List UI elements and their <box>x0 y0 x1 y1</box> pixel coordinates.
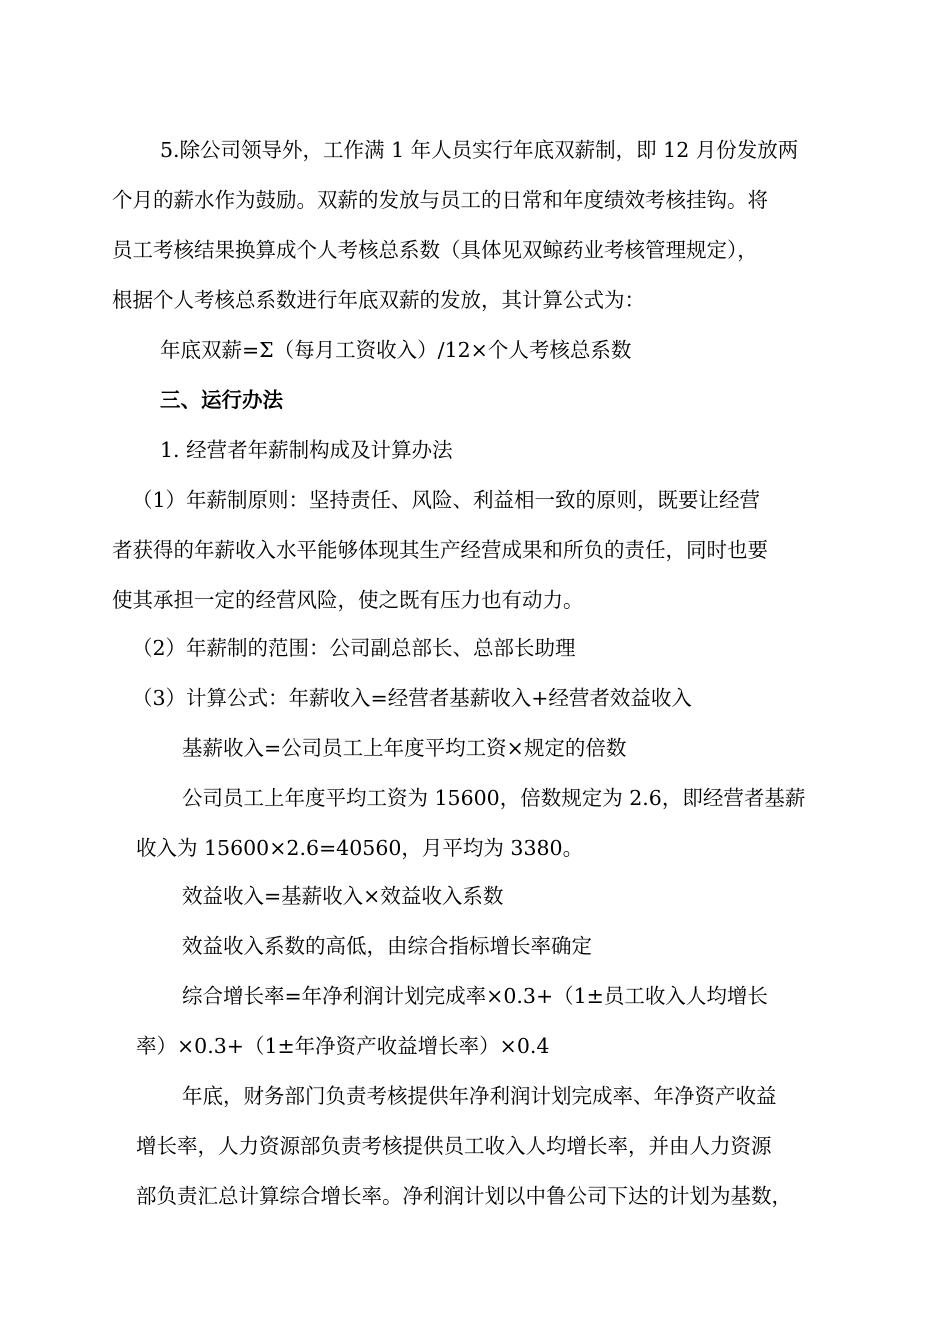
item-1-line-2: 者获得的年薪收入水平能够体现其生产经营成果和所负的责任，同时也要 <box>112 538 768 562</box>
benefit-income-formula: 效益收入=基薪收入×效益收入系数 <box>182 884 504 908</box>
year-end-paragraph-line-2: 增长率，人力资源部负责考核提供员工收入人均增长率，并由人力资源 <box>136 1134 772 1158</box>
item-1-line-1: （1）年薪制原则：坚持责任、风险、利益相一致的原则，既要让经营 <box>132 488 761 512</box>
year-end-paragraph-line-1: 年底，财务部门负责考核提供年净利润计划完成率、年净资产收益 <box>182 1084 777 1108</box>
paragraph-5-line-3: 员工考核结果换算成个人考核总系数（具体见双鲸药业考核管理规定）， <box>112 238 758 262</box>
base-pay-formula: 基薪收入=公司员工上年度平均工资×规定的倍数 <box>182 736 627 760</box>
growth-rate-formula-line-2: 率）×0.3+（1±年净资产收益增长率）×0.4 <box>136 1034 550 1058</box>
section-heading-3: 三、运行办法 <box>160 388 283 412</box>
benefit-coefficient-note: 效益收入系数的高低，由综合指标增长率确定 <box>182 934 592 958</box>
paragraph-5-line-2: 个月的薪水作为鼓励。双薪的发放与员工的日常和年度绩效考核挂钩。将 <box>112 188 768 212</box>
item-3: （3）计算公式：年薪收入=经营者基薪收入+经营者效益收入 <box>132 686 692 710</box>
base-pay-example-line-2: 收入为 15600×2.6=40560，月平均为 3380。 <box>136 836 584 860</box>
item-1-line-3: 使其承担一定的经营风险，使之既有压力也有动力。 <box>112 588 584 612</box>
formula-year-end-double-pay: 年底双薪=Σ（每月工资收入）/12×个人考核总系数 <box>160 338 632 362</box>
paragraph-5-line-1: 5.除公司领导外，工作满 1 年人员实行年底双薪制，即 12 月份发放两 <box>160 138 799 162</box>
item-2: （2）年薪制的范围：公司副总部长、总部长助理 <box>132 636 576 660</box>
paragraph-5-line-4: 根据个人考核总系数进行年底双薪的发放，其计算公式为： <box>112 288 645 312</box>
growth-rate-formula-line-1: 综合增长率=年净利润计划完成率×0.3+（1±员工收入人均增长 <box>182 984 768 1008</box>
base-pay-example-line-1: 公司员工上年度平均工资为 15600，倍数规定为 2.6，即经营者基薪 <box>182 786 806 810</box>
year-end-paragraph-line-3: 部负责汇总计算综合增长率。净利润计划以中鲁公司下达的计划为基数， <box>136 1184 792 1208</box>
subsection-heading-1: 1. 经营者年薪制构成及计算办法 <box>160 438 453 462</box>
